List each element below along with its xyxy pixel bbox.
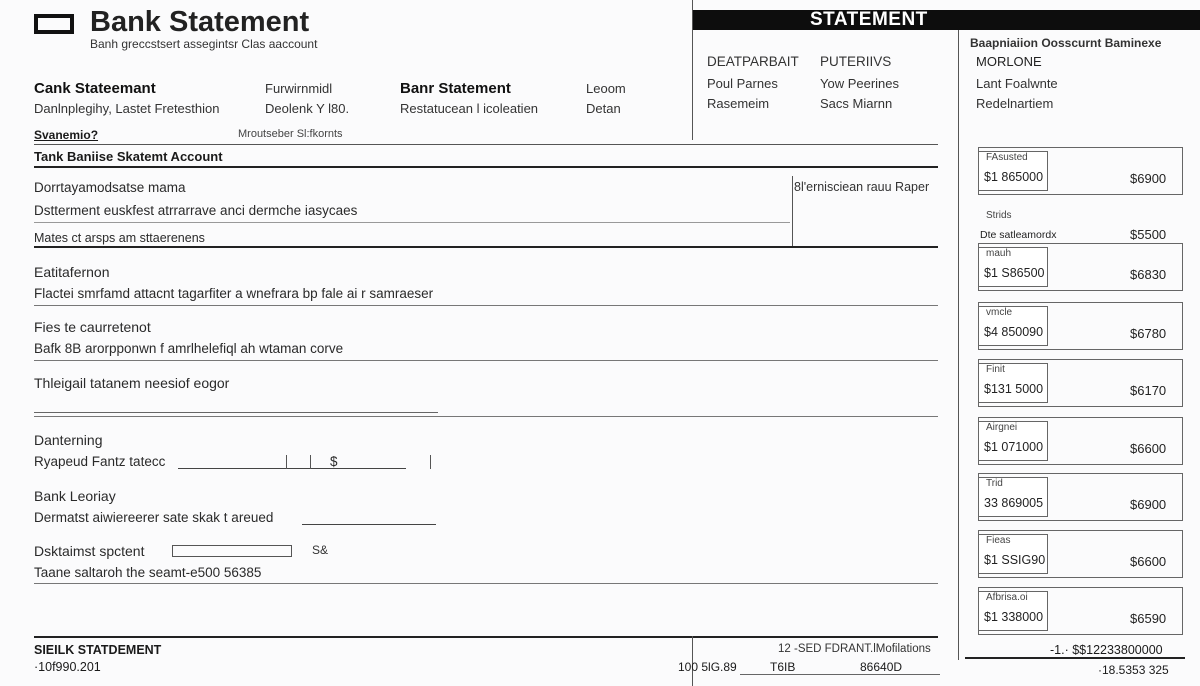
panel-entry-amount: $1 071000 — [984, 440, 1044, 454]
info-col1-head: Cank Stateemant — [34, 80, 156, 97]
divider — [34, 246, 938, 248]
divider — [34, 166, 938, 168]
section-5-line: Ryapeud Fantz tatecc — [34, 454, 166, 469]
bank-logo — [34, 14, 74, 34]
section-3-head: Fies te caurretenot — [34, 319, 151, 335]
section-7-mark: S& — [312, 543, 329, 557]
panel-entry-amount: $1 865000 — [984, 170, 1044, 184]
summary-label: Svanemio? — [34, 128, 99, 142]
panel-entry-value: $6900 — [1130, 171, 1167, 186]
panel-entry-value: $6600 — [1130, 441, 1167, 456]
dept-head-2: PUTERIIVS — [820, 54, 892, 69]
panel-entry-label: vmcle — [986, 307, 1013, 318]
summary-value: Mroutseber Sl:fkornts — [238, 128, 343, 140]
info-col1-sub: Danlnplegihy, Lastet Fretesthion — [34, 101, 220, 116]
panel-line-2: Lant Foalwnte — [976, 76, 1058, 91]
panel-entry-amount: $1 338000 — [984, 610, 1044, 624]
divider — [965, 657, 1185, 659]
divider — [34, 144, 938, 145]
panel-entry-value: $5500 — [1130, 227, 1167, 242]
divider — [34, 360, 938, 361]
divider — [958, 30, 959, 660]
dept-row2-a: Rasemeim — [707, 96, 770, 111]
dept-row1-a: Poul Parnes — [707, 76, 778, 91]
section-2-head: Eatitafernon — [34, 264, 110, 280]
panel-line-3: Redelnartiem — [976, 96, 1054, 111]
section-6-head: Bank Leoriay — [34, 488, 116, 504]
panel-entry-amount: $4 850090 — [984, 325, 1044, 339]
footer-value-b: T6IB — [770, 660, 796, 674]
section-5-head: Danterning — [34, 432, 103, 448]
field-tick — [286, 455, 287, 469]
info-col4-head: Leoom — [586, 81, 626, 96]
row-2: Dstterment euskfest atrrarrave anci dermche iasycaes — [34, 203, 358, 218]
section-7-head: Dsktaimst spctent — [34, 543, 145, 559]
panel-entry-amount: Dte satleamordx — [980, 229, 1057, 241]
field-tick — [310, 455, 311, 469]
dept-row2-b: Sacs Miarnn — [820, 96, 893, 111]
statement-banner-text: STATEMENT — [810, 9, 928, 30]
divider — [34, 222, 790, 223]
info-col2-sub: Deolenk Y l80. — [265, 101, 350, 116]
panel-entry-label: Strids — [986, 210, 1012, 221]
panel-entry-label: Trid — [986, 478, 1003, 489]
panel-entry-amount: $1 S86500 — [984, 266, 1045, 280]
panel-entry-value: $6830 — [1130, 267, 1167, 282]
panel-line-1: MORLONE — [976, 54, 1042, 69]
row-3: Mates ct arsps am sttaerenens — [34, 231, 205, 245]
divider — [34, 583, 938, 584]
panel-entry-amount: 33 869005 — [984, 496, 1044, 510]
amount-field[interactable] — [178, 468, 406, 469]
panel-entry-label: Afbrisa.oi — [986, 592, 1028, 603]
panel-title: Baapniaiion Oosscurnt Baminexe — [970, 36, 1162, 50]
section-2-line: Flactei smrfamd attacnt tagarfiter a wnefrara bp fale ai r samraeser — [34, 286, 434, 301]
code-field[interactable] — [172, 545, 292, 557]
row-1: Dorrtayamodsatse mama — [34, 180, 186, 195]
panel-entry-value: $6900 — [1130, 497, 1167, 512]
panel-entry-label: Fieas — [986, 535, 1011, 546]
grand-total: -1.· $$12233800000 — [1050, 643, 1163, 657]
footer-value-a: 100 5lG.89 — [678, 660, 737, 674]
panel-entry-label: Airgnei — [986, 422, 1018, 433]
footer-value-c: 86640D — [860, 660, 903, 674]
statement-banner — [692, 10, 1200, 30]
field-tick — [430, 455, 431, 469]
section-4-head: Thleigail tatanem neesiof eogor — [34, 375, 230, 391]
panel-entry-label: FAsusted — [986, 152, 1028, 163]
panel-entry-value: $6780 — [1130, 326, 1167, 341]
grand-total-2: ·18.5353 325 — [1098, 663, 1169, 677]
panel-entry-label: mauh — [986, 248, 1012, 259]
section-3-line: Bafk 8B arorpponwn f amrlhelefiql ah wtaman corve — [34, 341, 344, 356]
divider — [792, 176, 793, 246]
page-title: Bank Statement — [90, 6, 310, 38]
panel-entry-label: Finit — [986, 364, 1005, 375]
panel-entry-value: $6600 — [1130, 554, 1167, 569]
date-field[interactable] — [302, 524, 436, 525]
panel-entry-value: $6170 — [1130, 383, 1167, 398]
page-subtitle: Banh greccstsert assegintsr Clas aaccount — [90, 37, 318, 51]
signature-line[interactable] — [34, 412, 438, 413]
info-col3-head: Banr Statement — [400, 80, 511, 97]
divider — [740, 674, 940, 675]
dept-head-1: DEATPARBAIT — [707, 54, 799, 69]
divider — [34, 305, 938, 306]
side-note: 8l'ernisciean rauu Raper — [794, 180, 930, 194]
section-title: Tank Baniise Skatemt Account — [34, 149, 223, 164]
section-6-line: Dermatst aiwiereerer sate skak t areued — [34, 510, 274, 525]
panel-entry-value: $6590 — [1130, 611, 1167, 626]
footer-title: SIEILK STATDEMENT — [34, 643, 162, 657]
panel-entry-amount: $131 5000 — [984, 382, 1044, 396]
info-col4-sub: Detan — [586, 101, 621, 116]
footer-note: 12 -SED FDRANT.lMofilations — [778, 643, 931, 655]
dollar-sign: $ — [330, 454, 338, 469]
info-col3-sub: Restatucean l icoleatien — [400, 101, 539, 116]
dept-row1-b: Yow Peerines — [820, 76, 900, 91]
info-col2-head: Furwirnmidl — [265, 81, 333, 96]
divider — [692, 0, 693, 140]
section-7-line: Taane saltaroh the seamt-e500 56385 — [34, 565, 262, 580]
divider — [34, 636, 938, 638]
footer-number: ·10f990.201 — [34, 660, 101, 674]
divider — [34, 416, 938, 417]
panel-entry-amount: $1 SSIG90 — [984, 553, 1046, 567]
